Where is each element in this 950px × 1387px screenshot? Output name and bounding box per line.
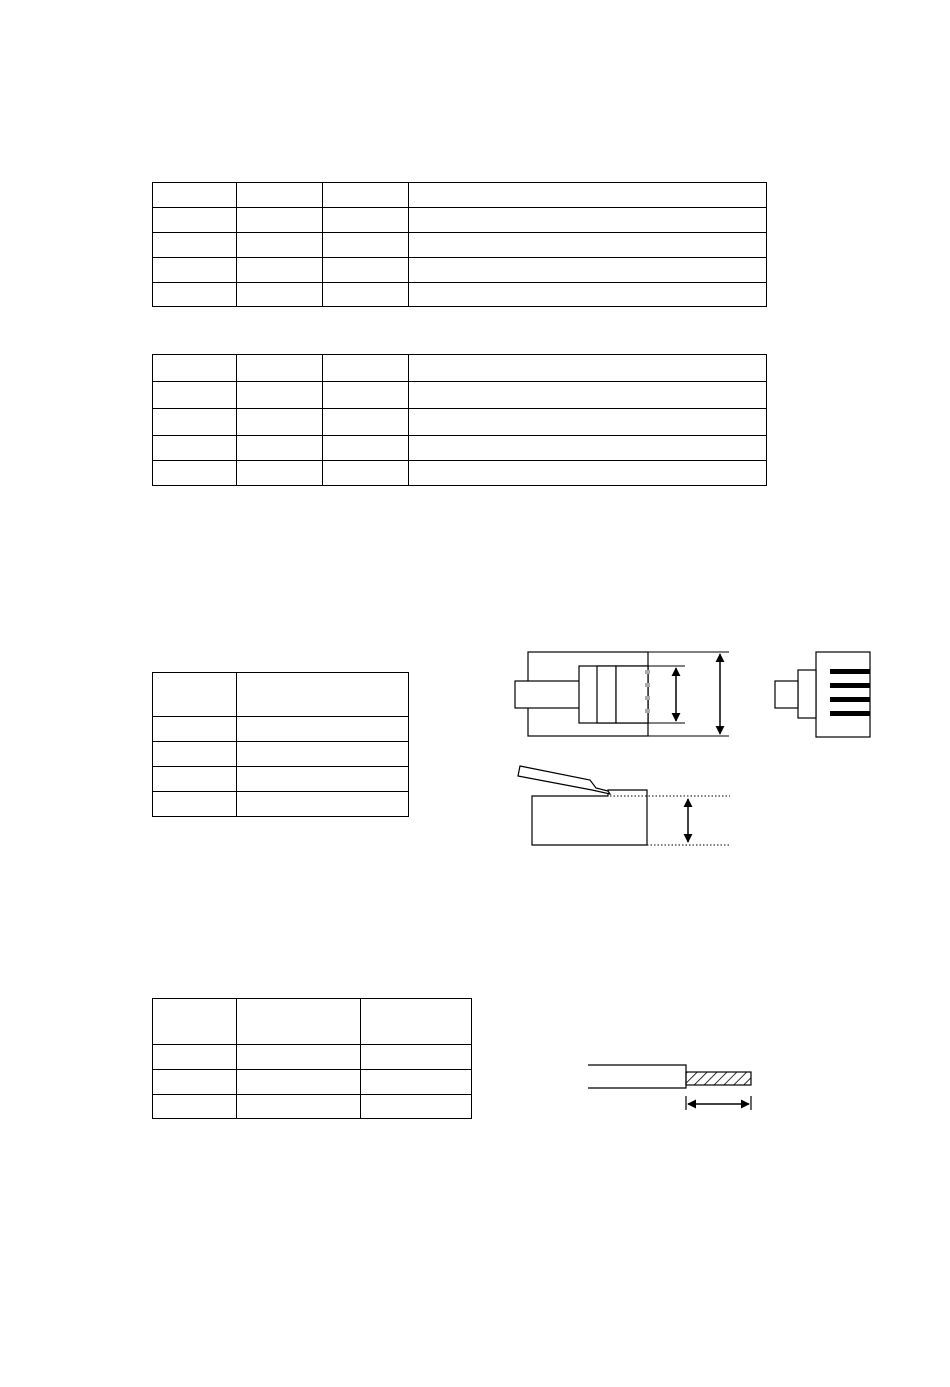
table-row bbox=[153, 1045, 472, 1070]
table-row bbox=[153, 717, 409, 742]
table-cell bbox=[237, 258, 323, 283]
table-cell bbox=[323, 233, 409, 258]
modular-plug-side-view-icon bbox=[510, 758, 740, 853]
table-cell bbox=[153, 792, 237, 817]
table-cell bbox=[323, 258, 409, 283]
table-row bbox=[153, 183, 767, 208]
table-cell bbox=[361, 1095, 472, 1119]
table-cell bbox=[153, 355, 237, 382]
table-cell bbox=[153, 999, 237, 1045]
table-cell bbox=[153, 717, 237, 742]
table-cell bbox=[409, 183, 767, 208]
table-cell bbox=[409, 258, 767, 283]
table-cell bbox=[153, 673, 237, 717]
table-cell bbox=[237, 1045, 361, 1070]
table-cell bbox=[323, 382, 409, 409]
table-cell bbox=[237, 355, 323, 382]
table-cell bbox=[237, 742, 409, 767]
table-cell bbox=[323, 183, 409, 208]
table-row bbox=[153, 742, 409, 767]
table-cell bbox=[409, 382, 767, 409]
spec-table-3 bbox=[152, 672, 409, 817]
table-cell bbox=[409, 208, 767, 233]
table-cell bbox=[323, 283, 409, 307]
table-cell bbox=[237, 208, 323, 233]
table-cell bbox=[153, 1070, 237, 1095]
modular-plug-end-view-icon bbox=[768, 645, 878, 745]
table-cell bbox=[409, 461, 767, 486]
table-row bbox=[153, 208, 767, 233]
table-cell bbox=[237, 283, 323, 307]
table-row bbox=[153, 258, 767, 283]
table-cell bbox=[323, 436, 409, 461]
table-cell bbox=[409, 355, 767, 382]
table-cell bbox=[237, 382, 323, 409]
table-cell bbox=[323, 461, 409, 486]
table-row bbox=[153, 382, 767, 409]
table-cell bbox=[153, 461, 237, 486]
table-cell bbox=[361, 1070, 472, 1095]
table-cell bbox=[153, 1095, 237, 1119]
table-cell bbox=[153, 1045, 237, 1070]
table-row bbox=[153, 1095, 472, 1119]
table-cell bbox=[409, 436, 767, 461]
table-cell bbox=[153, 183, 237, 208]
table-row bbox=[153, 792, 409, 817]
spec-table-4 bbox=[152, 998, 472, 1119]
table-cell bbox=[237, 999, 361, 1045]
table-row bbox=[153, 673, 409, 717]
table-row bbox=[153, 461, 767, 486]
table-cell bbox=[153, 233, 237, 258]
table-cell bbox=[237, 673, 409, 717]
table-row bbox=[153, 1070, 472, 1095]
table-cell bbox=[237, 717, 409, 742]
table-row bbox=[153, 999, 472, 1045]
table-cell bbox=[361, 999, 472, 1045]
table-cell bbox=[409, 233, 767, 258]
table-cell bbox=[323, 208, 409, 233]
table-row bbox=[153, 283, 767, 307]
table-cell bbox=[237, 409, 323, 436]
table-row bbox=[153, 233, 767, 258]
table-cell bbox=[237, 233, 323, 258]
table-cell bbox=[153, 382, 237, 409]
table-row bbox=[153, 409, 767, 436]
table-cell bbox=[237, 461, 323, 486]
table-cell bbox=[323, 409, 409, 436]
table-cell bbox=[237, 1070, 361, 1095]
table-cell bbox=[153, 767, 237, 792]
spec-table-2 bbox=[152, 354, 767, 486]
table-cell bbox=[153, 283, 237, 307]
table-cell bbox=[237, 767, 409, 792]
stripped-wire-icon bbox=[580, 1060, 770, 1125]
table-cell bbox=[237, 1095, 361, 1119]
table-cell bbox=[361, 1045, 472, 1070]
table-cell bbox=[153, 742, 237, 767]
table-cell bbox=[409, 283, 767, 307]
spec-table-1 bbox=[152, 182, 767, 307]
table-cell bbox=[153, 258, 237, 283]
table-cell bbox=[237, 792, 409, 817]
table-row bbox=[153, 436, 767, 461]
table-cell bbox=[153, 409, 237, 436]
table-cell bbox=[153, 436, 237, 461]
table-cell bbox=[409, 409, 767, 436]
table-row bbox=[153, 355, 767, 382]
table-cell bbox=[153, 208, 237, 233]
table-row bbox=[153, 767, 409, 792]
table-cell bbox=[323, 355, 409, 382]
table-cell bbox=[237, 183, 323, 208]
table-cell bbox=[237, 436, 323, 461]
modular-plug-top-view-icon bbox=[505, 645, 745, 745]
